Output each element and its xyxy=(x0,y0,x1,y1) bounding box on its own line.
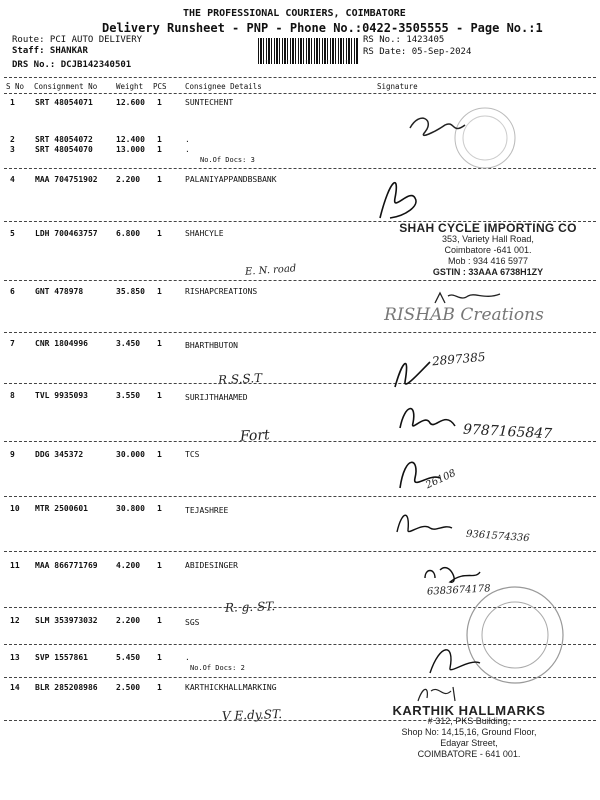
pcs: 1 xyxy=(157,683,162,692)
weight: 3.550 xyxy=(116,391,141,400)
weight: 12.400 xyxy=(116,135,145,144)
stamp-line: Mob : 934 416 5977 xyxy=(447,256,529,266)
divider xyxy=(4,332,596,333)
consignee: ABIDESINGER xyxy=(185,561,238,570)
weight: 4.200 xyxy=(116,561,141,570)
sno: 13 xyxy=(10,653,20,662)
rs-number: RS No.: 1423405 xyxy=(363,35,445,45)
pcs: 1 xyxy=(157,450,162,459)
pcs: 1 xyxy=(157,175,162,184)
divider xyxy=(4,93,596,94)
handwritten-address: R.S.S.T xyxy=(217,370,263,388)
round-stamp xyxy=(420,583,570,693)
consignee: SURIJTHAHAMED xyxy=(185,393,248,402)
sno: 12 xyxy=(10,616,20,625)
sig-number: 26108 xyxy=(424,467,458,492)
route: Route: PCI AUTO DELIVERY xyxy=(12,35,143,45)
stamp-name: SHAH CYCLE IMPORTING CO xyxy=(399,221,577,235)
barcode xyxy=(258,38,358,64)
consignee: TEJASHREE xyxy=(185,506,229,515)
weight: 35.850 xyxy=(116,287,145,296)
sno: 2 xyxy=(10,135,15,144)
consignee: SHAHCYLE xyxy=(185,229,224,238)
stamp-line: Edayar Street, xyxy=(440,738,498,748)
consignment-no: LDH 700463757 xyxy=(35,229,98,238)
pcs: 1 xyxy=(157,229,162,238)
shah-cycle-stamp xyxy=(398,223,578,278)
consignment-no: SRT 48054072 xyxy=(35,135,93,144)
sno: 1 xyxy=(10,98,15,107)
stamp-line: GSTIN : 33AAA 6738H1ZY xyxy=(432,267,544,277)
pcs: 1 xyxy=(157,145,162,154)
stamp-line: COIMBATORE - 641 001. xyxy=(417,749,521,759)
divider xyxy=(4,383,596,384)
consignee: . xyxy=(185,145,190,154)
divider xyxy=(4,77,596,78)
sig-number: 9787165847 xyxy=(462,421,553,443)
consignee: . xyxy=(185,653,190,662)
weight: 30.800 xyxy=(116,504,145,513)
consignee: TCS xyxy=(185,450,200,459)
karthik-hallmarks-stamp xyxy=(374,705,564,760)
consignment-no: SLM 353973032 xyxy=(35,616,98,625)
drs-number: DRS No.: DCJB142340501 xyxy=(12,60,132,70)
weight: 2.200 xyxy=(116,616,141,625)
sno: 5 xyxy=(10,229,15,238)
weight: 2.200 xyxy=(116,175,141,184)
staff: Staff: SHANKAR xyxy=(12,46,88,56)
sno: 10 xyxy=(10,504,20,513)
pcs: 1 xyxy=(157,391,162,400)
consignee: SGS xyxy=(185,618,200,627)
consignment-no: GNT 478978 xyxy=(35,287,84,296)
pcs: 1 xyxy=(157,616,162,625)
consignee: BHARTHBUTON xyxy=(185,341,238,350)
consignment-no: DDG 345372 xyxy=(35,450,84,459)
stamp-line: Coimbatore -641 001. xyxy=(444,245,532,255)
col-header-consignee: Consignee Details xyxy=(185,82,262,91)
pcs: 1 xyxy=(157,339,162,348)
docs-note: No.Of Docs: 3 xyxy=(200,156,255,164)
docs-note: No.Of Docs: 2 xyxy=(190,664,245,672)
weight: 12.600 xyxy=(116,98,145,107)
handwritten-address: E. N. road xyxy=(244,263,297,278)
pcs: 1 xyxy=(157,504,162,513)
weight: 13.000 xyxy=(116,145,145,154)
sno: 9 xyxy=(10,450,15,459)
sig-number: 9361574336 xyxy=(465,528,530,545)
col-header-sno: S No xyxy=(6,82,25,91)
stamp-line: Shop No: 14,15,16, Ground Floor, xyxy=(401,727,537,737)
sno: 8 xyxy=(10,391,15,400)
consignment-no: CNR 1804996 xyxy=(35,339,88,348)
weight: 2.500 xyxy=(116,683,141,692)
rs-date: RS Date: 05-Sep-2024 xyxy=(363,47,472,57)
pcs: 1 xyxy=(157,653,162,662)
pcs: 1 xyxy=(157,98,162,107)
divider xyxy=(4,551,596,552)
signature-2 xyxy=(370,168,450,228)
stamp-name: KARTHIK HALLMARKS xyxy=(392,703,546,718)
divider xyxy=(4,441,596,442)
consignment-no: MTR 2500601 xyxy=(35,504,88,513)
sno: 3 xyxy=(10,145,15,154)
col-header-consignment: Consignment No xyxy=(34,82,98,91)
consignment-no: MAA 704751902 xyxy=(35,175,98,184)
col-header-pcs: PCS xyxy=(153,82,167,91)
weight: 5.450 xyxy=(116,653,141,662)
signature-7 xyxy=(390,342,470,392)
consignment-no: SRT 48054071 xyxy=(35,98,93,107)
consignee: KARTHICKHALLMARKING xyxy=(185,683,277,692)
sno: 14 xyxy=(10,683,20,692)
divider xyxy=(4,496,596,497)
handwritten-address: R. g. ST. xyxy=(224,599,276,615)
weight: 30.000 xyxy=(116,450,145,459)
sig-number: 2897385 xyxy=(431,349,486,369)
pcs: 1 xyxy=(157,287,162,296)
pcs: 1 xyxy=(157,561,162,570)
stamp-line: # 312, PKS Building, xyxy=(427,716,511,726)
rishab-creations-stamp: RISHAB Creations xyxy=(384,305,544,325)
consignment-no: TVL 9935093 xyxy=(35,391,88,400)
consignee: SUNTECHENT xyxy=(185,98,234,107)
sno: 7 xyxy=(10,339,15,348)
weight: 6.800 xyxy=(116,229,141,238)
weight: 3.450 xyxy=(116,339,141,348)
consignee: PALANIYAPPANDBSBANK xyxy=(185,175,277,184)
signature-14 xyxy=(415,683,465,705)
stamp-line: 353, Variety Hall Road, xyxy=(442,234,534,244)
divider xyxy=(4,280,596,281)
handwritten-address: Fort xyxy=(239,427,271,445)
consignment-no: BLR 285208986 xyxy=(35,683,98,692)
runsheet-title: Delivery Runsheet - PNP - Phone No.:0422-3505555 - Page No.:1 xyxy=(102,21,543,35)
col-header-weight: Weight xyxy=(116,82,144,91)
consignment-no: SVP 1557861 xyxy=(35,653,88,662)
sig-number: 6383674178 xyxy=(426,583,491,598)
company-title: THE PROFESSIONAL COURIERS, COIMBATORE xyxy=(183,8,406,19)
consignee: . xyxy=(185,135,190,144)
signature-10 xyxy=(392,502,472,542)
sno: 4 xyxy=(10,175,15,184)
sno: 11 xyxy=(10,561,20,570)
consignment-no: MAA 866771769 xyxy=(35,561,98,570)
consignee: RISHAPCREATIONS xyxy=(185,287,258,296)
col-header-signature: Signature xyxy=(377,82,418,91)
handwritten-address: V E.dy.ST. xyxy=(221,706,283,724)
pcs: 1 xyxy=(157,135,162,144)
sno: 6 xyxy=(10,287,15,296)
consignment-no: SRT 48054070 xyxy=(35,145,93,154)
